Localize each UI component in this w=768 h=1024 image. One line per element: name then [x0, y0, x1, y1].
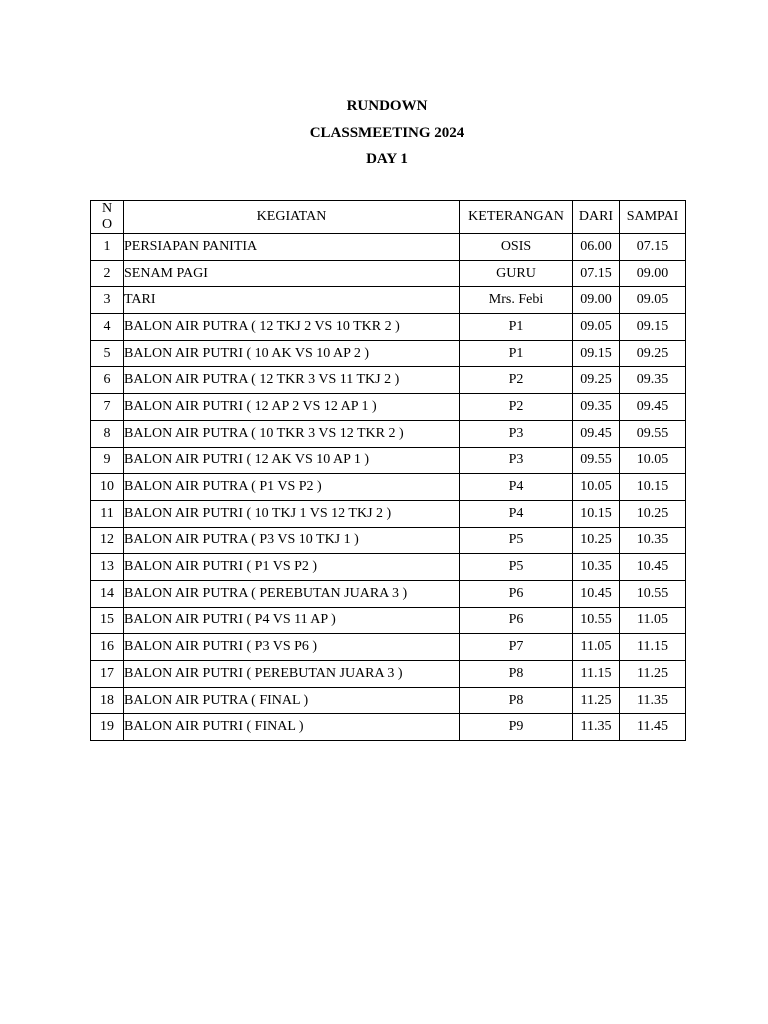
table-row [91, 554, 686, 581]
cell-no: 8 [91, 420, 124, 447]
cell-keterangan: P6 [460, 580, 573, 607]
table-row [91, 340, 686, 367]
cell-sampai: 09.55 [620, 420, 686, 447]
cell-keterangan: P7 [460, 634, 573, 661]
cell-kegiatan: BALON AIR PUTRA ( 10 TKR 3 VS 12 TKR 2 ) [124, 420, 460, 447]
cell-no: 6 [91, 367, 124, 394]
cell-keterangan: GURU [460, 260, 573, 287]
cell-keterangan: P5 [460, 527, 573, 554]
cell-kegiatan: BALON AIR PUTRA ( 12 TKJ 2 VS 10 TKR 2 ) [124, 314, 460, 341]
table-row [91, 500, 686, 527]
cell-kegiatan: TARI [124, 287, 460, 314]
cell-no: 3 [91, 287, 124, 314]
title-line-event: CLASSMEETING 2024 [309, 124, 465, 141]
title-line-day: DAY 1 [366, 151, 408, 167]
cell-keterangan: P4 [460, 474, 573, 501]
cell-dari: 11.05 [573, 634, 620, 661]
table-row [91, 394, 686, 421]
cell-no: 16 [91, 634, 124, 661]
cell-no: 14 [91, 580, 124, 607]
header-sampai: SAMPAI [620, 201, 686, 234]
cell-sampai: 10.45 [620, 554, 686, 581]
cell-keterangan: OSIS [460, 234, 573, 261]
cell-no: 10 [91, 474, 124, 501]
cell-dari: 10.45 [573, 580, 620, 607]
cell-dari: 09.05 [573, 314, 620, 341]
cell-keterangan: Mrs. Febi [460, 287, 573, 314]
cell-sampai: 09.05 [620, 287, 686, 314]
cell-sampai: 07.15 [620, 234, 686, 261]
cell-dari: 10.35 [573, 554, 620, 581]
cell-keterangan: P4 [460, 500, 573, 527]
cell-sampai: 11.05 [620, 607, 686, 634]
table-row [91, 607, 686, 634]
cell-sampai: 11.35 [620, 687, 686, 714]
cell-dari: 09.45 [573, 420, 620, 447]
cell-sampai: 10.35 [620, 527, 686, 554]
table-row [91, 714, 686, 741]
header-keterangan: KETERANGAN [460, 201, 573, 234]
cell-kegiatan: BALON AIR PUTRA ( P3 VS 10 TKJ 1 ) [124, 527, 460, 554]
cell-dari: 10.25 [573, 527, 620, 554]
cell-dari: 10.55 [573, 607, 620, 634]
cell-no: 4 [91, 314, 124, 341]
table-row [91, 314, 686, 341]
cell-kegiatan: BALON AIR PUTRI ( FINAL ) [124, 714, 460, 741]
cell-dari: 06.00 [573, 234, 620, 261]
cell-kegiatan: BALON AIR PUTRI ( 10 TKJ 1 VS 12 TKJ 2 ) [124, 500, 460, 527]
cell-dari: 11.15 [573, 661, 620, 688]
cell-dari: 09.55 [573, 447, 620, 474]
cell-dari: 11.25 [573, 687, 620, 714]
table-row [91, 527, 686, 554]
cell-no: 12 [91, 527, 124, 554]
header-dari: DARI [573, 201, 620, 234]
cell-dari: 07.15 [573, 260, 620, 287]
cell-kegiatan: BALON AIR PUTRI ( P1 VS P2 ) [124, 554, 460, 581]
cell-sampai: 10.05 [620, 447, 686, 474]
cell-keterangan: P1 [460, 340, 573, 367]
cell-no: 11 [91, 500, 124, 527]
cell-sampai: 11.15 [620, 634, 686, 661]
cell-keterangan: P8 [460, 661, 573, 688]
cell-dari: 11.35 [573, 714, 620, 741]
table-row [91, 287, 686, 314]
cell-sampai: 09.45 [620, 394, 686, 421]
cell-keterangan: P8 [460, 687, 573, 714]
cell-kegiatan: BALON AIR PUTRA ( 12 TKR 3 VS 11 TKJ 2 ) [124, 367, 460, 394]
table-row [91, 687, 686, 714]
cell-kegiatan: BALON AIR PUTRI ( 12 AP 2 VS 12 AP 1 ) [124, 394, 460, 421]
cell-no: 7 [91, 394, 124, 421]
cell-sampai: 09.00 [620, 260, 686, 287]
cell-no: 1 [91, 234, 124, 261]
cell-dari: 09.25 [573, 367, 620, 394]
rundown-table [90, 200, 686, 741]
cell-dari: 09.00 [573, 287, 620, 314]
cell-sampai: 09.35 [620, 367, 686, 394]
table-row [91, 634, 686, 661]
table-header-row [91, 201, 686, 234]
table-row [91, 260, 686, 287]
cell-keterangan: P3 [460, 447, 573, 474]
cell-sampai: 10.15 [620, 474, 686, 501]
cell-no: 18 [91, 687, 124, 714]
cell-kegiatan: BALON AIR PUTRI ( P4 VS 11 AP ) [124, 607, 460, 634]
cell-no: 2 [91, 260, 124, 287]
cell-keterangan: P5 [460, 554, 573, 581]
title-line-rundown: RUNDOWN [346, 98, 428, 114]
cell-sampai: 10.55 [620, 580, 686, 607]
cell-sampai: 11.25 [620, 661, 686, 688]
cell-sampai: 11.45 [620, 714, 686, 741]
table-row [91, 661, 686, 688]
cell-dari: 09.35 [573, 394, 620, 421]
cell-keterangan: P9 [460, 714, 573, 741]
header-kegiatan: KEGIATAN [124, 201, 460, 234]
cell-dari: 10.15 [573, 500, 620, 527]
cell-sampai: 09.25 [620, 340, 686, 367]
cell-keterangan: P2 [460, 394, 573, 421]
cell-dari: 09.15 [573, 340, 620, 367]
cell-kegiatan: BALON AIR PUTRI ( P3 VS P6 ) [124, 634, 460, 661]
cell-dari: 10.05 [573, 474, 620, 501]
cell-kegiatan: BALON AIR PUTRI ( 10 AK VS 10 AP 2 ) [124, 340, 460, 367]
cell-kegiatan: BALON AIR PUTRA ( FINAL ) [124, 687, 460, 714]
cell-kegiatan: BALON AIR PUTRA ( PEREBUTAN JUARA 3 ) [124, 580, 460, 607]
table-row [91, 367, 686, 394]
header-no: NO [91, 201, 124, 234]
cell-kegiatan: PERSIAPAN PANITIA [124, 234, 460, 261]
cell-no: 15 [91, 607, 124, 634]
table-row [91, 447, 686, 474]
cell-kegiatan: BALON AIR PUTRA ( P1 VS P2 ) [124, 474, 460, 501]
cell-no: 5 [91, 340, 124, 367]
table-row [91, 234, 686, 261]
cell-sampai: 09.15 [620, 314, 686, 341]
cell-no: 9 [91, 447, 124, 474]
cell-no: 13 [91, 554, 124, 581]
cell-no: 19 [91, 714, 124, 741]
cell-keterangan: P6 [460, 607, 573, 634]
table-row [91, 580, 686, 607]
cell-kegiatan: SENAM PAGI [124, 260, 460, 287]
table-row [91, 474, 686, 501]
cell-sampai: 10.25 [620, 500, 686, 527]
document-title [0, 96, 768, 176]
cell-keterangan: P1 [460, 314, 573, 341]
cell-keterangan: P2 [460, 367, 573, 394]
cell-kegiatan: BALON AIR PUTRI ( PEREBUTAN JUARA 3 ) [124, 661, 460, 688]
cell-no: 17 [91, 661, 124, 688]
table-row [91, 420, 686, 447]
table-body [91, 234, 686, 741]
cell-kegiatan: BALON AIR PUTRI ( 12 AK VS 10 AP 1 ) [124, 447, 460, 474]
cell-keterangan: P3 [460, 420, 573, 447]
